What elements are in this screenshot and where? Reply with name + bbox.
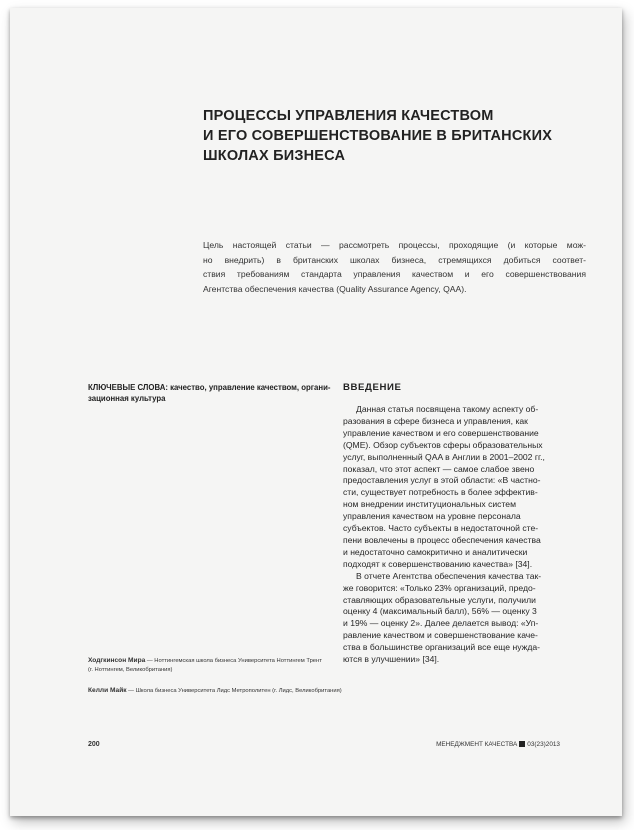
body-line: ставляющих образовательные услуги, получили: [343, 594, 536, 605]
body-line: управление качеством и его совершенствование: [343, 427, 539, 438]
square-icon: [519, 741, 525, 747]
body-line: же говорится: «Только 23% организаций, предо-: [343, 582, 536, 593]
body-line: управления качеством на уровне персонала: [343, 511, 521, 522]
author-name: Келли Майк: [88, 687, 127, 694]
author-line: [88, 686, 348, 696]
keywords-line: [88, 393, 336, 404]
body-line: и 19% — оценку 2». Далее делается вывод: «Уп-: [343, 618, 539, 629]
section-heading: ВВЕДЕНИЕ: [343, 382, 402, 393]
body-line: и недостаточно самокритично и аналитически: [343, 546, 528, 557]
abstract: [203, 238, 586, 296]
author-line: [88, 656, 348, 666]
body-line: ном внедрении институциональных систем: [343, 499, 516, 510]
title-line: ПРОЦЕССЫ УПРАВЛЕНИЯ КАЧЕСТВОМ: [203, 108, 494, 124]
body-line: разования в сфере бизнеса и управления, как: [343, 415, 528, 426]
keywords-text: зационная культура: [88, 394, 166, 403]
body-line: оценку 4 (максимальный балл), 56% — оценку 3: [343, 606, 537, 617]
body-line: равление качеством и совершенствование каче-: [343, 630, 538, 641]
keywords-label: КЛЮЧЕВЫЕ СЛОВА:: [88, 383, 168, 392]
keywords-text: качество, управление качеством, органи-: [167, 383, 331, 392]
body-line: субъектов. Часто субъекты в недостаточной сте-: [343, 523, 539, 534]
body-line: сти, существует потребность в более эффектив-: [343, 487, 538, 498]
body-line: пени вовлечены в процесс обеспечения качества: [343, 534, 541, 545]
body-line: подходят к совершенствованию качества» [34].: [343, 558, 533, 569]
abstract-line: Агентства обеспечения качества (Quality Assurance Agency, QAA).: [203, 283, 467, 294]
abstract-line: но внедрить) в британских школах бизнеса, стремящихся добиться соответ-: [203, 254, 586, 265]
abstract-line: ствия требованиям стандарта управления качеством и его совершенствования: [203, 269, 586, 280]
journal-page: [10, 8, 622, 816]
body-line: В отчете Агентства обеспечения качества так-: [356, 570, 542, 581]
body-line: Данная статья посвящена такому аспекту об-: [356, 404, 539, 414]
body-line: ства в большинстве организаций все еще нужда-: [343, 642, 540, 653]
page-number: 200: [88, 741, 100, 748]
journal-name: МЕНЕДЖМЕНТ КАЧЕСТВА: [436, 741, 518, 748]
author-info: [88, 656, 348, 675]
author-info: [88, 686, 348, 696]
body-line: (QME). Обзор субъектов сферы образовательных: [343, 439, 543, 450]
author-affiliation: (г. Ноттингем, Великобритания): [88, 667, 173, 673]
author-name: Ходгкинсон Мира: [88, 657, 146, 664]
body-text: [343, 404, 593, 666]
title-line: И ЕГО СОВЕРШЕНСТВОВАНИЕ В БРИТАНСКИХ: [203, 128, 553, 144]
author-affiliation: — Ноттингемская школа бизнеса Университета Ноттингем Трент: [145, 658, 322, 664]
journal-issue: 03(23)2013: [527, 741, 560, 748]
abstract-line: Цель настоящей статьи — рассмотреть процессы, проходящие (и которые мож-: [203, 240, 586, 250]
title-line: ШКОЛАХ БИЗНЕСА: [203, 148, 346, 164]
keywords-block: [88, 382, 336, 404]
body-line: услуг, выполненный QAA в Англии в 2001–2002 гг.,: [343, 451, 545, 462]
running-footer: [436, 741, 560, 748]
author-affiliation: — Школа бизнеса Университета Лидс Метрополитен (г. Лидс, Великобритания): [126, 688, 342, 694]
article-title: [203, 106, 593, 166]
body-line: показал, что этот аспект — самое слабое звено: [343, 463, 535, 474]
keywords-line: [88, 382, 336, 393]
body-line: предоставления услуг в этой области: «В частно-: [343, 475, 541, 486]
body-line: ются в улучшении» [34].: [343, 654, 440, 665]
